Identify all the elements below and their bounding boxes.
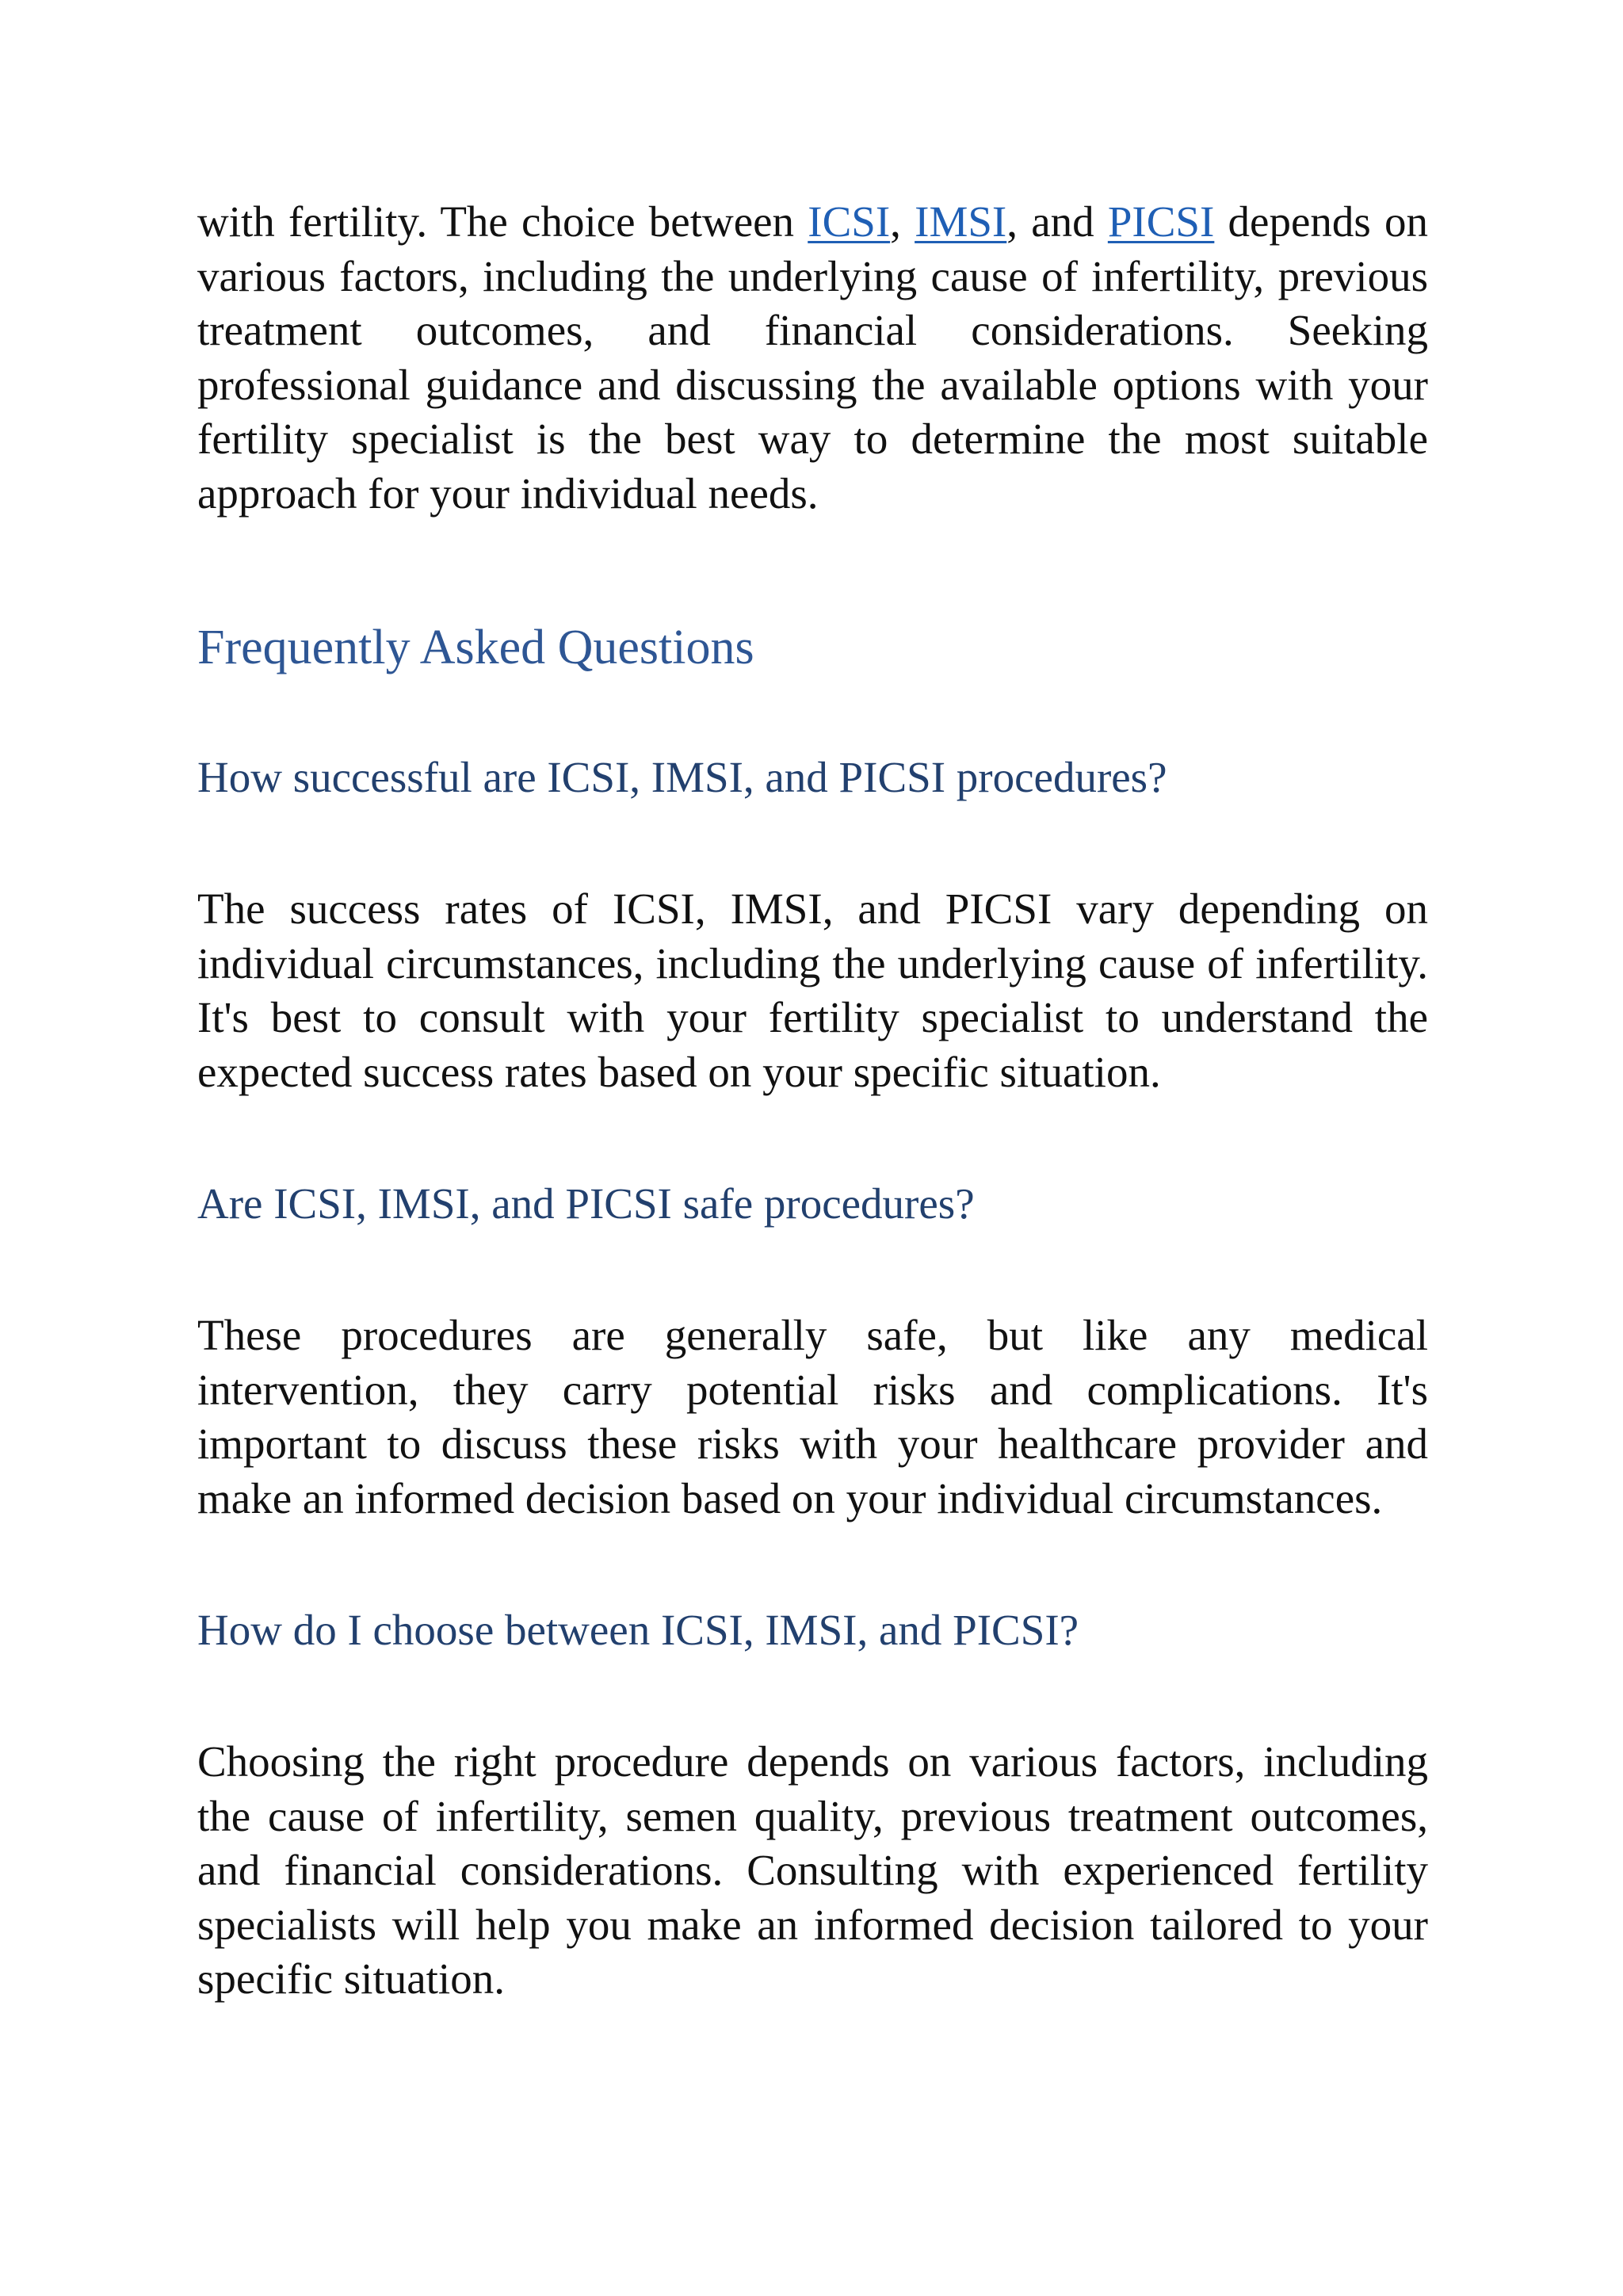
intro-separator-2: , and — [1006, 197, 1108, 246]
faq-question-2: Are ICSI, IMSI, and PICSI safe procedures? — [197, 1179, 975, 1228]
intro-separator-1: , — [890, 197, 915, 246]
faq-answer-3: Choosing the right procedure depends on various factors, including the cause of infertility, semen quality, previous treatment outcomes, and financial considerations. Consulting with experienced fertility specialists will help you make an informed decision tailored to your specific situation. — [197, 1737, 1428, 2003]
icsi-link[interactable]: ICSI — [808, 197, 891, 246]
intro-text-start: with fertility. The choice between — [197, 197, 808, 246]
faq-answer-1: The success rates of ICSI, IMSI, and PICSI vary depending on individual circumstances, including the underlying cause of infertility. It's best to consult with your fertility specialist to understand the expected success rates based on your specific situation. — [197, 884, 1428, 1096]
imsi-link[interactable]: IMSI — [915, 197, 1007, 246]
intro-paragraph — [197, 195, 1428, 521]
picsi-link[interactable]: PICSI — [1107, 197, 1215, 246]
faq-question-1: How successful are ICSI, IMSI, and PICSI procedures? — [197, 753, 1167, 801]
faq-answer-2: These procedures are generally safe, but like any medical intervention, they carry potential risks and complications. It's important to discuss these risks with your healthcare provider and make an informed decision based on your individual circumstances. — [197, 1311, 1428, 1522]
faq-heading: Frequently Asked Questions — [197, 621, 754, 674]
faq-question-3: How do I choose between ICSI, IMSI, and PICSI? — [197, 1606, 1079, 1654]
page-content — [197, 195, 1428, 2007]
intro-text-end: depends on various factors, including the underlying cause of infertility, previous treatment outcomes, and financial considerations. Seeking professional guidance and discussing the available options with your fertility specialist is the best way to determine the most suitable approach for your individual needs. — [197, 197, 1428, 518]
